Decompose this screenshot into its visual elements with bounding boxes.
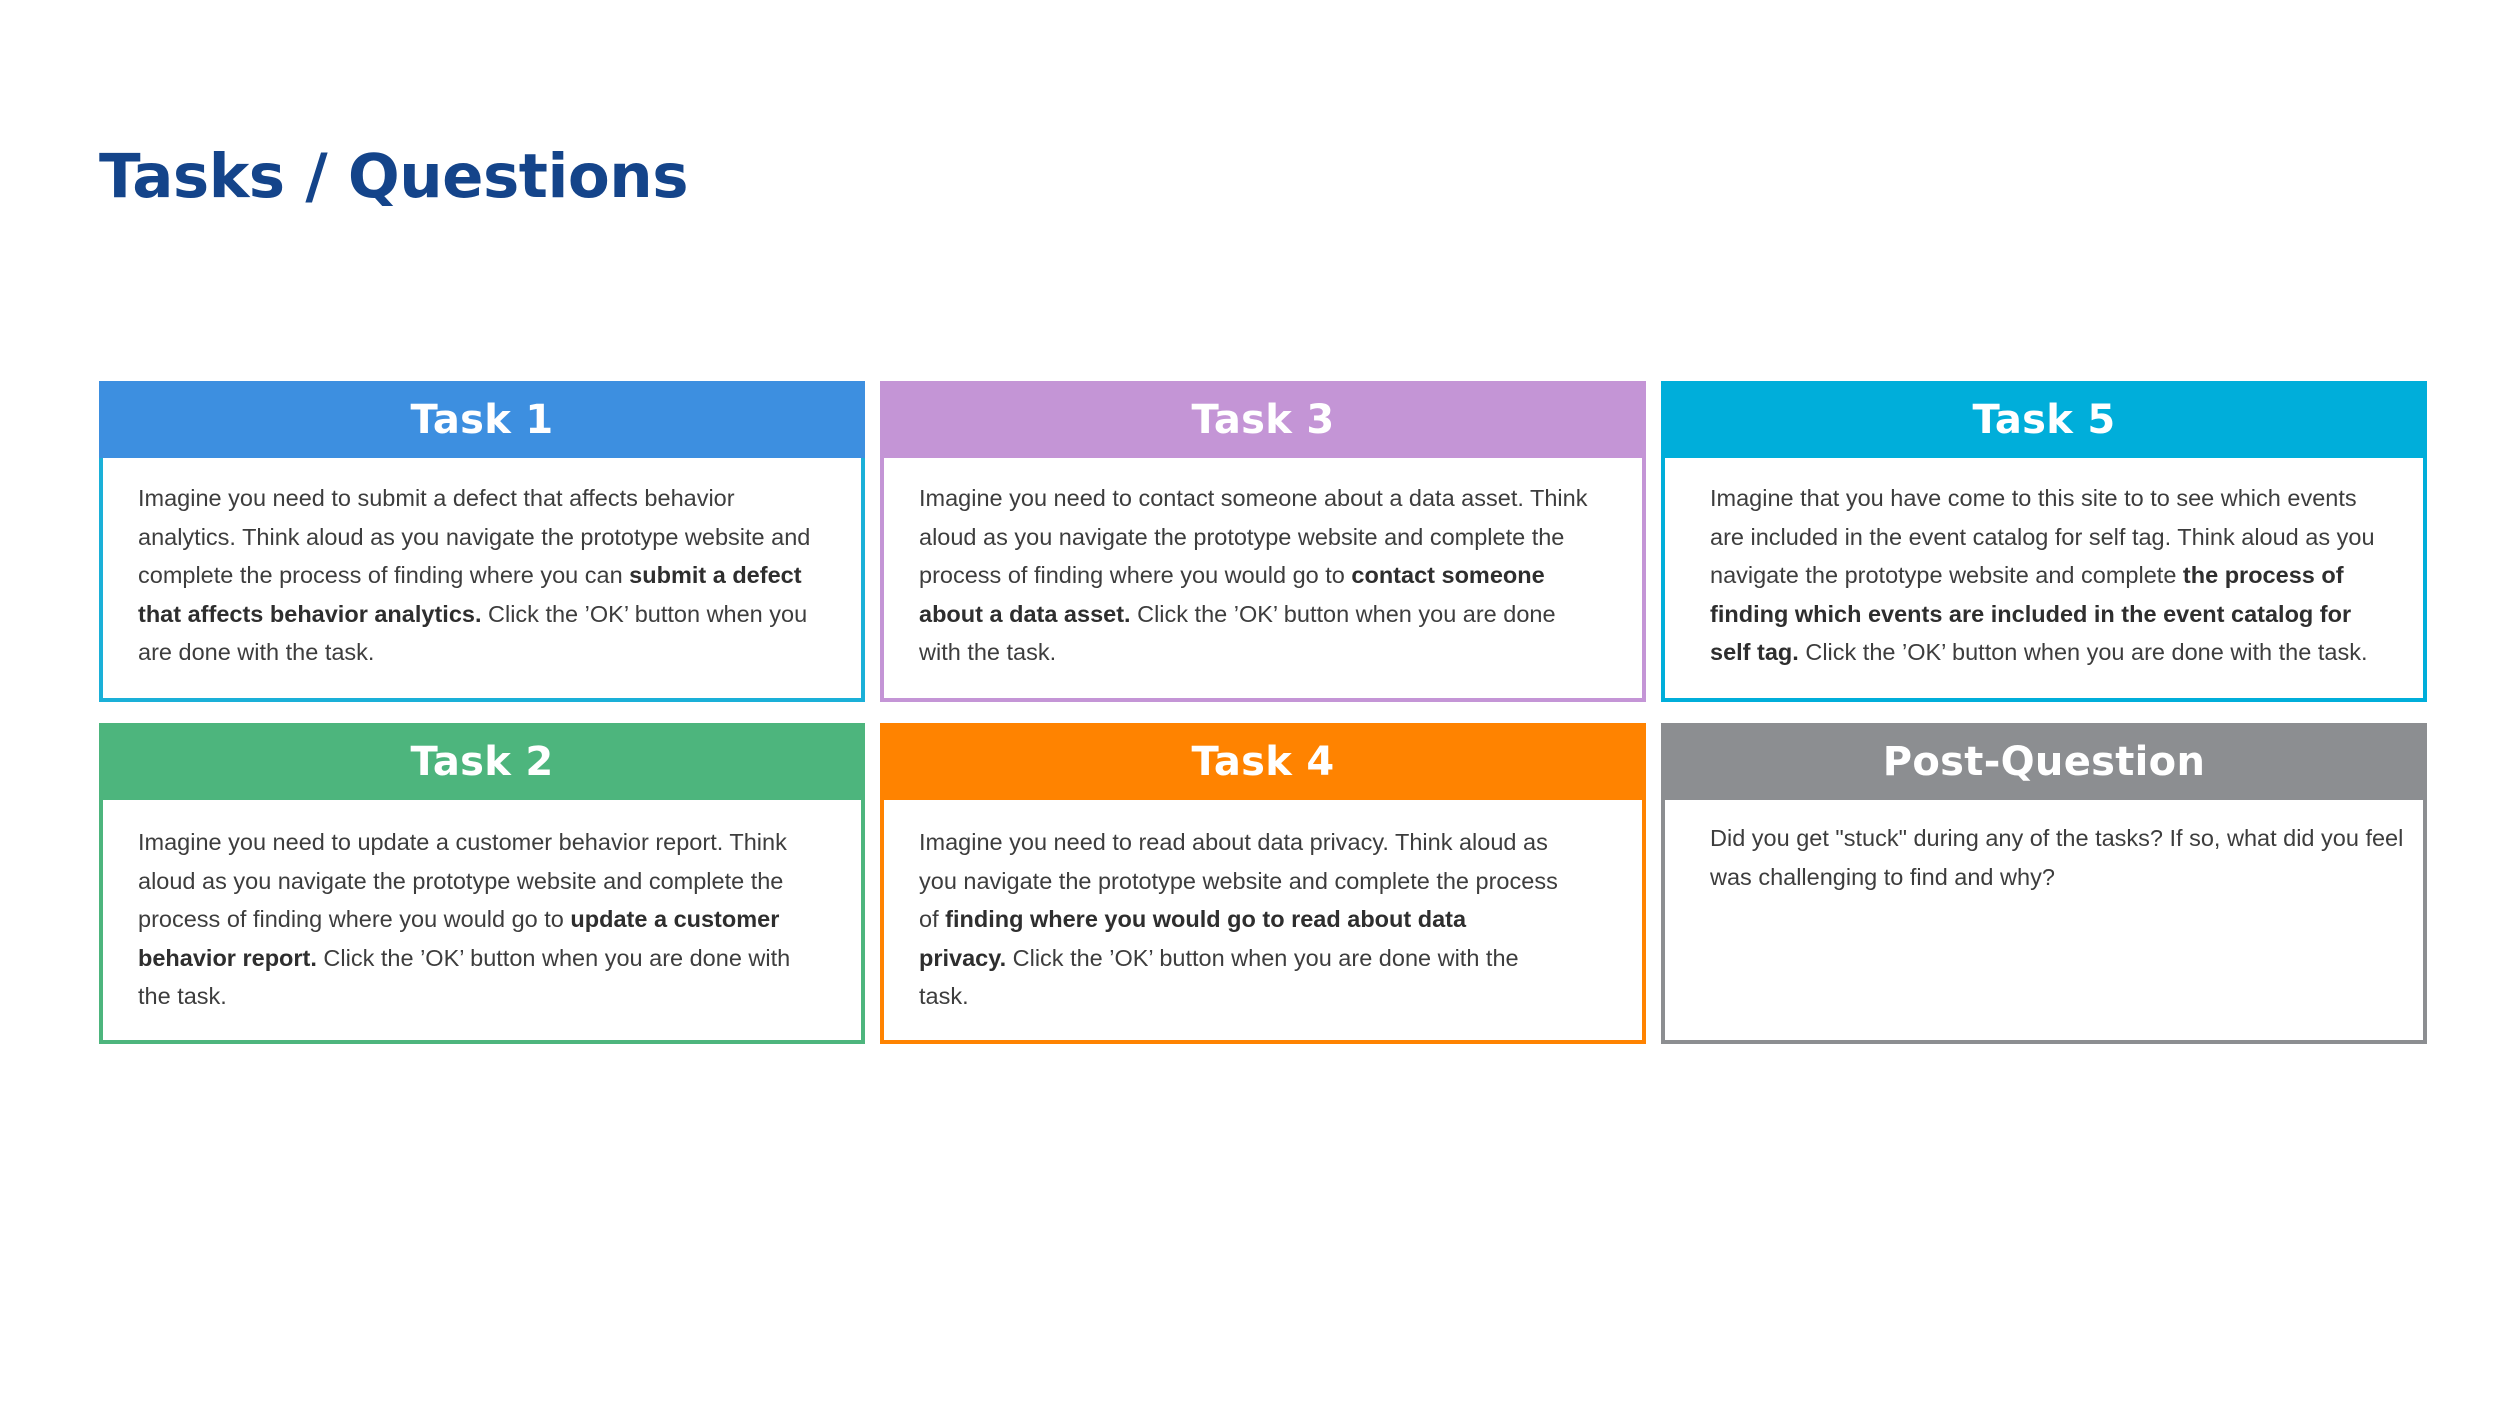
- task-2-title: Task 2: [410, 738, 554, 785]
- task-5-header: [1661, 381, 2427, 458]
- task-1-description: Imagine you need to submit a defect that affects behavior analytics. Think aloud as you navigate the prototype website and complete the process of finding where you can submit a defect that affects behavior analytics. Click the ’OK’ button when you are done with the task.: [138, 485, 811, 665]
- task-1-title: Task 1: [410, 396, 554, 443]
- task-3-highlight: contact someone about a data asset.: [919, 562, 1545, 627]
- task-4-header: [880, 723, 1646, 800]
- task-1-card: [99, 381, 865, 702]
- task-5-description: Imagine that you have come to this site to to see which events are included in the event catalog for self tag. Think aloud as you navigate the prototype website and complete the process of finding which events are included in the event catalog for self tag. Click the ’OK’ button when you are done with the task.: [1710, 485, 2375, 665]
- post-question-description: Did you get "stuck" during any of the tasks? If so, what did you feel was challenging to find and why?: [1710, 825, 2404, 890]
- task-1-highlight: submit a defect that affects behavior analytics.: [138, 562, 802, 627]
- task-4-title: Task 4: [1191, 738, 1335, 785]
- task-5-card: [1661, 381, 2427, 702]
- task-5-title: Task 5: [1972, 396, 2116, 443]
- task-2-description: Imagine you need to update a customer behavior report. Think aloud as you navigate the prototype website and complete the process of finding where you would go to update a customer behavior report. Click the ’OK’ button when you are done with the task.: [138, 829, 791, 1009]
- task-3-header: [880, 381, 1646, 458]
- task-3-description: Imagine you need to contact someone about a data asset. Think aloud as you navigate the prototype website and complete the process of finding where you would go to contact someone about a data asset. Click the ’OK’ button when you are done with the task.: [919, 485, 1588, 665]
- task-4-description: Imagine you need to read about data privacy. Think aloud as you navigate the prototype website and complete the process of finding where you would go to read about data privacy. Click the ’OK’ button when you are done with the task.: [919, 829, 1558, 1009]
- post-question-title: Post-Question: [1882, 738, 2206, 785]
- task-4-highlight: finding where you would go to read about data privacy.: [919, 906, 1467, 971]
- task-3-title: Task 3: [1191, 396, 1335, 443]
- task-3-card: [880, 381, 1646, 702]
- post-question-card: [1661, 723, 2427, 1044]
- task-4-card: [880, 723, 1646, 1044]
- task-1-header: [99, 381, 865, 458]
- task-2-card: [99, 723, 865, 1044]
- task-2-header: [99, 723, 865, 800]
- page-title: Tasks / Questions: [99, 141, 689, 212]
- task-5-highlight: the process of finding which events are included in the event catalog for self tag.: [1710, 562, 2352, 665]
- task-2-highlight: update a customer behavior report.: [138, 906, 780, 971]
- post-question-header: [1661, 723, 2427, 800]
